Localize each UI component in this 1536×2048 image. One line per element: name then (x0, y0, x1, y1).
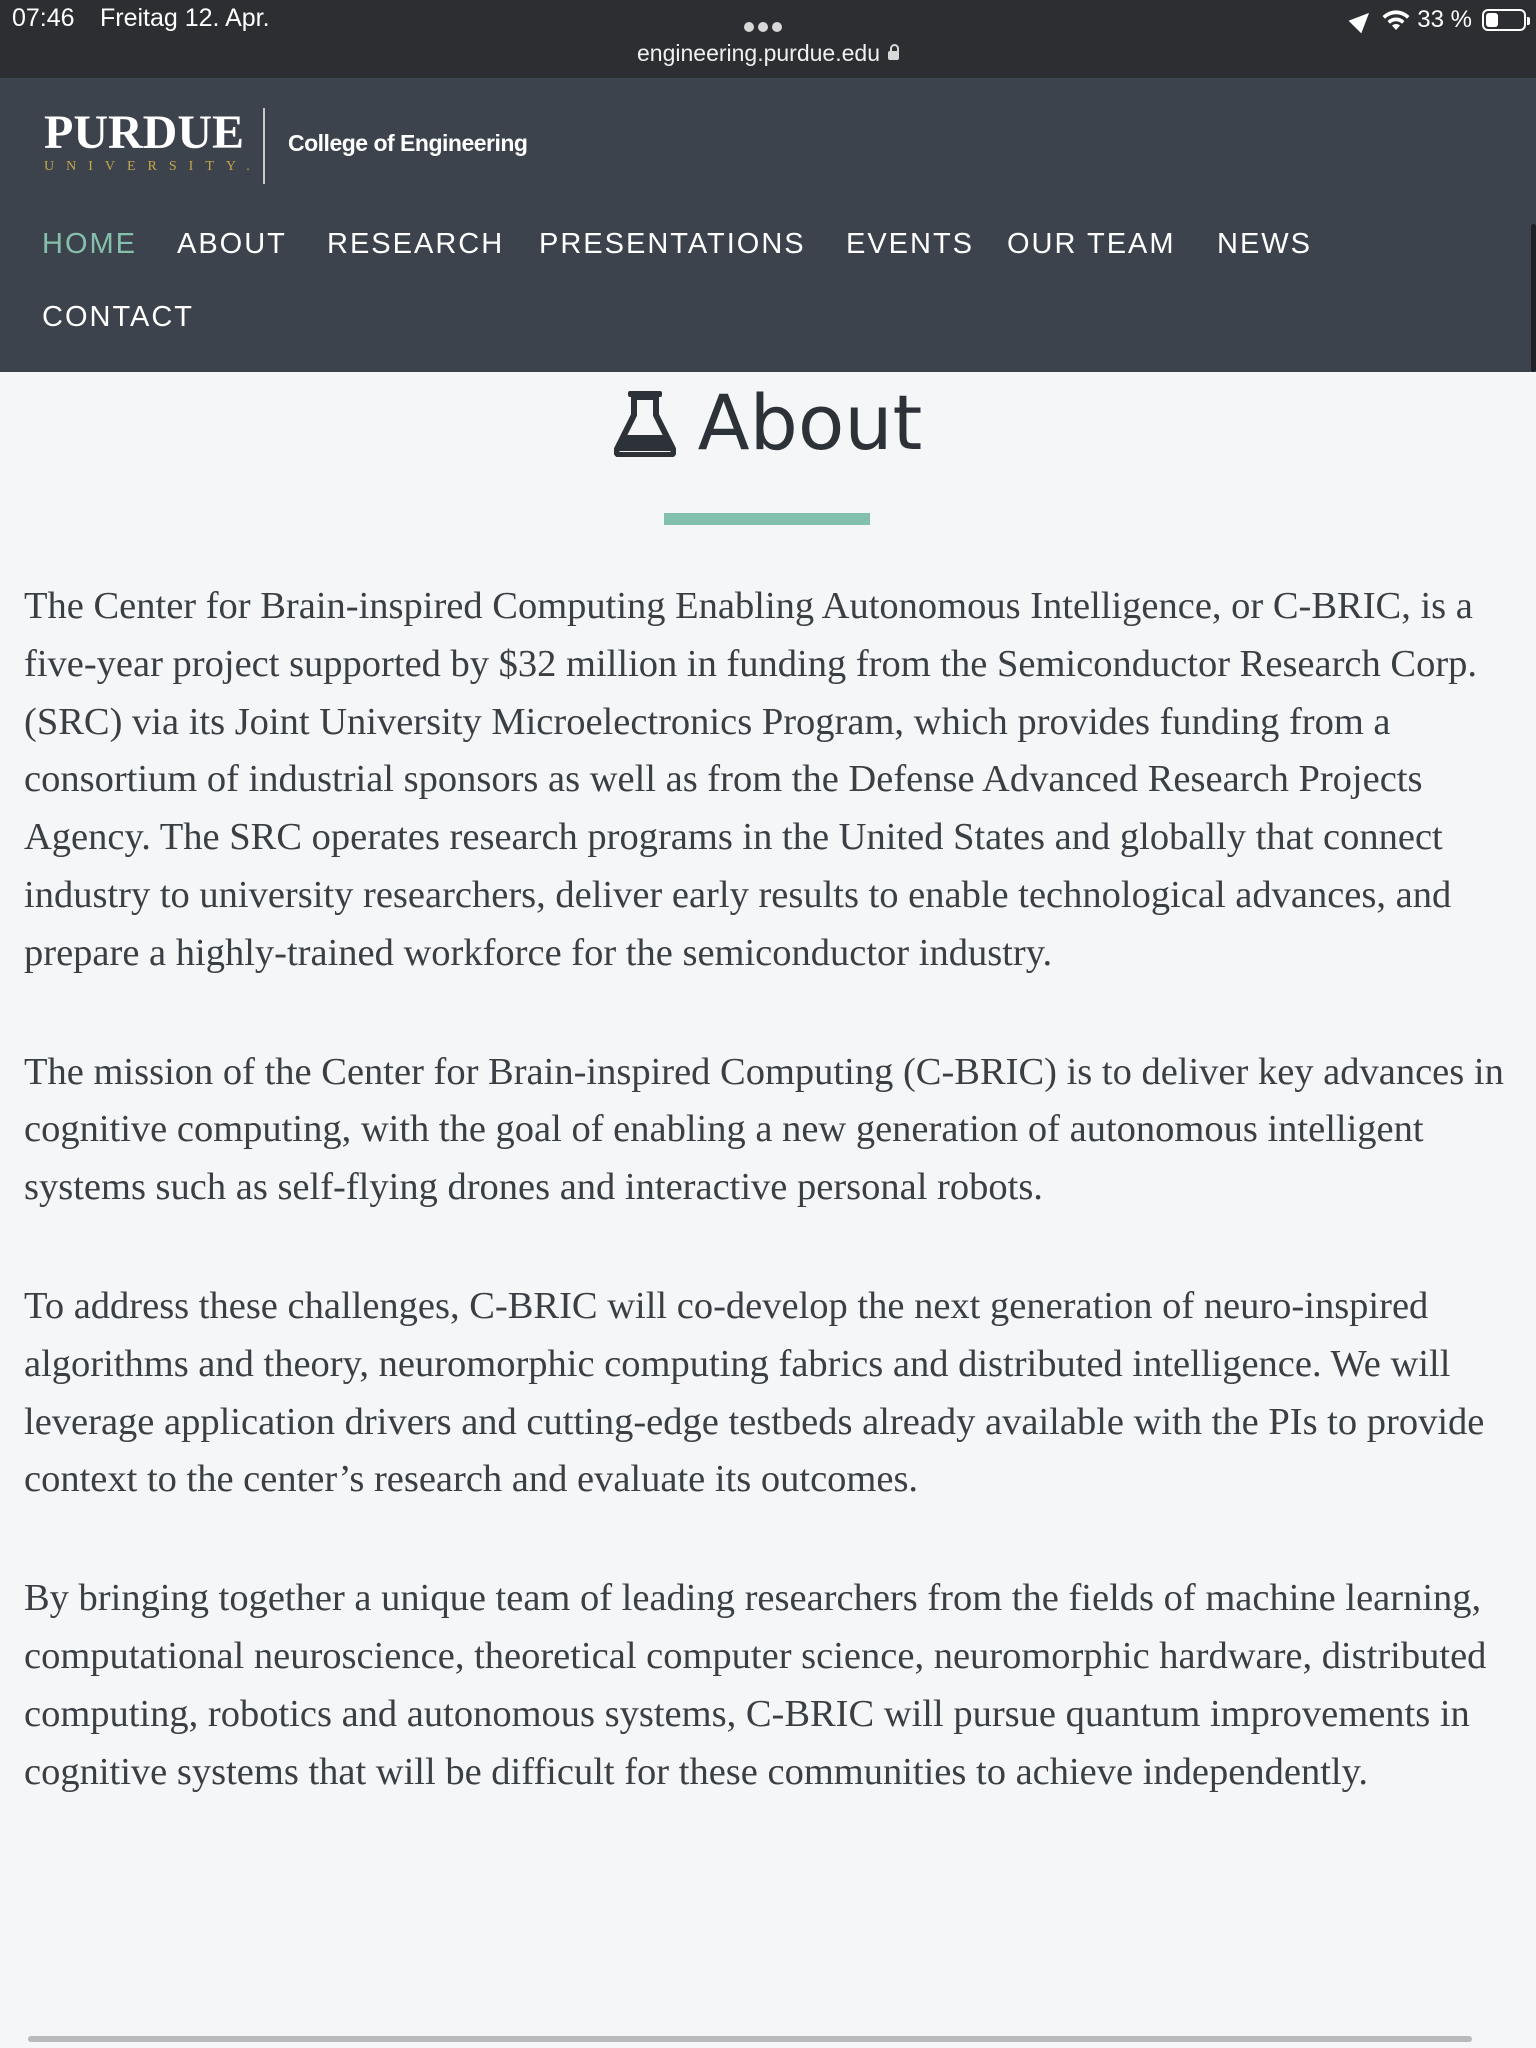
nav-item-contact[interactable]: CONTACT (42, 301, 195, 333)
nav-item-research[interactable]: RESEARCH (327, 228, 505, 260)
vertical-scrollbar[interactable] (1531, 224, 1536, 372)
flask-icon (614, 389, 676, 457)
nav-item-news[interactable]: NEWS (1217, 228, 1312, 260)
nav-item-presentations[interactable]: PRESENTATIONS (539, 228, 806, 260)
nav-item-about[interactable]: ABOUT (177, 228, 287, 260)
status-date: Freitag 12. Apr. (100, 4, 270, 32)
nav-item-home[interactable]: HOME (42, 228, 137, 260)
battery-level (1486, 13, 1498, 27)
heading-underline (664, 513, 870, 525)
status-bar (0, 0, 1536, 78)
logo-subtitle: UNIVERSITY. (44, 159, 262, 174)
horizontal-scrollbar[interactable] (28, 2036, 1472, 2042)
battery-icon (1482, 9, 1526, 31)
status-time: 07:46 (12, 4, 75, 32)
college-name[interactable]: College of Engineering (288, 130, 528, 156)
url-text: engineering.purdue.edu (637, 40, 880, 66)
paragraph-approach: To address these challenges, C-BRIC will co-develop the next generation of neuro-inspired algorithms and theory, neuromorphic computing fabrics and distributed intelligence. We will leverage application drivers and cutting-edge testbeds already available with the PIs to provide context to the center’s research and evaluate its outcomes. (24, 1284, 1485, 1501)
site-header (0, 78, 1536, 372)
purdue-logo[interactable] (44, 106, 262, 178)
page-title (0, 378, 1536, 468)
nav-item-events[interactable]: EVENTS (846, 228, 975, 260)
battery-percent: 33 % (1417, 6, 1472, 33)
paragraph-team: By bringing together a unique team of leading researchers from the fields of machine learning, computational neuroscience, theoretical computer science, neuromorphic hardware, distributed computing, robotics and autonomous systems, C-BRIC will pursue quantum improvements in cognitive systems that will be difficult for these communities to achieve independently. (24, 1577, 1487, 1793)
address-bar[interactable] (0, 40, 1536, 67)
nav-item-our-team[interactable]: OUR TEAM (1007, 228, 1176, 260)
multitasking-dots-icon[interactable] (744, 19, 790, 29)
lock-icon (888, 51, 899, 60)
about-content (24, 578, 1504, 1862)
logo-wordmark: PURDUE (44, 106, 244, 159)
paragraph-mission: The mission of the Center for Brain-inspired Computing (C-BRIC) is to deliver key advances in cognitive computing, with the goal of enabling a new generation of autonomous intelligent systems such as self-flying drones and interactive personal robots. (24, 1050, 1504, 1209)
status-indicators (1353, 4, 1526, 36)
logo-divider (263, 108, 265, 184)
location-arrow-icon (1349, 7, 1376, 34)
page-title-text: About (697, 378, 923, 467)
wifi-icon (1381, 9, 1411, 31)
paragraph-intro: The Center for Brain-inspired Computing Enabling Autonomous Intelligence, or C-BRIC, is a five-year project supported by $32 million in funding from the Semiconductor Research Corp. (SRC) via its Joint University Microelectronics Program, which provides funding from a consortium of industrial sponsors as well as from the Defense Advanced Research Projects Agency. The SRC operates research programs in the United States and globally that connect industry to university researchers, deliver early results to enable technological advances, and prepare a highly-trained workforce for the semiconductor industry. (24, 585, 1478, 974)
